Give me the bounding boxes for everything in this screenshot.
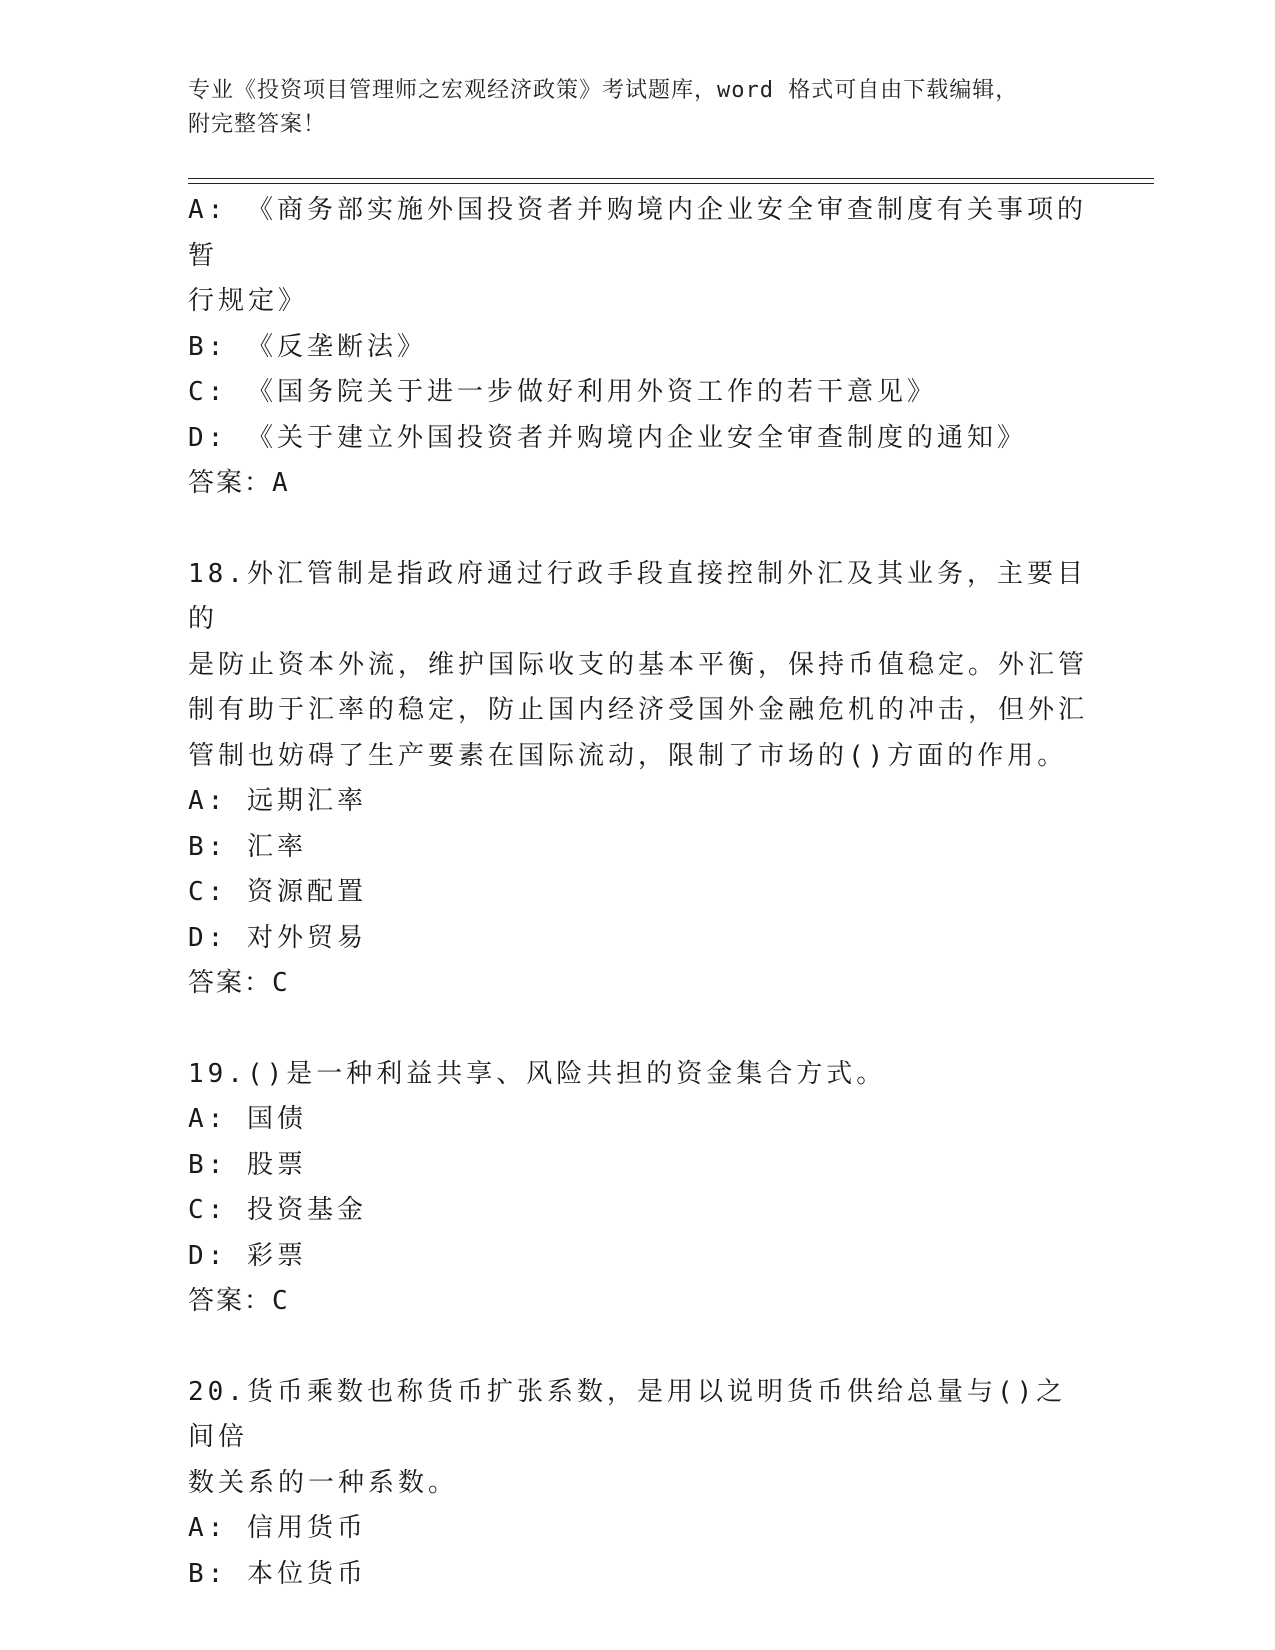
option-a-line-2: 行规定》: [188, 286, 309, 316]
answer-line: [188, 1279, 1088, 1325]
header-divider-top: [188, 178, 1154, 179]
question-20: [188, 1370, 1088, 1598]
option-b: B: 股票: [188, 1149, 307, 1180]
option-c: C: 投资基金: [188, 1195, 367, 1225]
header-line-2: 附完整答案！: [188, 112, 327, 137]
answer-line: [188, 961, 1088, 1007]
question-stem-line-4: 管制也妨碍了生产要素在国际流动，限制了市场的()方面的作用。: [188, 740, 1068, 771]
question-stem-line-1: 18.外汇管制是指政府通过行政手段直接控制外汇及其业务，主要目的: [188, 558, 1087, 634]
question-17: [188, 188, 1088, 507]
answer-label: 答案：: [188, 1286, 273, 1316]
question-stem-line-2: 是防止资本外流，维护国际收支的基本平衡，保持币值稳定。外汇管: [188, 649, 1089, 680]
option-c: C: 资源配置: [188, 877, 367, 907]
spacer: [188, 507, 1088, 552]
option-d: D: 彩票: [188, 1240, 307, 1271]
answer-label: 答案：: [188, 968, 273, 998]
answer-line: [188, 461, 1088, 507]
option-b: B: 《反垄断法》: [188, 331, 427, 362]
question-19: [188, 1052, 1088, 1325]
question-stem-line-1: 20.货币乘数也称货币扩张系数，是用以说明货币供给总量与()之间倍: [188, 1376, 1067, 1452]
answer-label: 答案：: [188, 468, 273, 498]
option-b: B: 汇率: [188, 831, 307, 862]
question-list: [188, 188, 1088, 1597]
spacer: [188, 1007, 1088, 1052]
header-divider-bottom: [188, 183, 1154, 184]
option-d: D: 《关于建立外国投资者并购境内企业安全审查制度的通知》: [188, 422, 1027, 453]
option-a: A: 国债: [188, 1104, 307, 1134]
option-a: A: 远期汇率: [188, 786, 367, 816]
document-header: [188, 74, 1068, 142]
option-a-line-1: A: 《商务部实施外国投资者并购境内企业安全审查制度有关事项的暂: [188, 195, 1087, 271]
option-c: C: 《国务院关于进一步做好利用外资工作的若干意见》: [188, 377, 937, 407]
question-stem-line-1: 19.()是一种利益共享、风险共担的资金集合方式。: [188, 1058, 887, 1089]
option-a: A: 信用货币: [188, 1513, 367, 1543]
question-stem-line-3: 制有助于汇率的稳定，防止国内经济受国外金融危机的冲击，但外汇: [188, 695, 1089, 725]
answer-value: C: [272, 968, 288, 998]
option-b: B: 本位货币: [188, 1558, 367, 1589]
question-18: [188, 552, 1088, 1007]
option-d: D: 对外贸易: [188, 922, 367, 953]
header-line-1: 专业《投资项目管理师之宏观经济政策》考试题库，word 格式可自由下载编辑，: [188, 78, 1019, 103]
question-stem-line-2: 数关系的一种系数。: [188, 1467, 459, 1498]
answer-value: C: [272, 1286, 288, 1316]
spacer: [188, 1325, 1088, 1370]
answer-value: A: [272, 468, 288, 498]
